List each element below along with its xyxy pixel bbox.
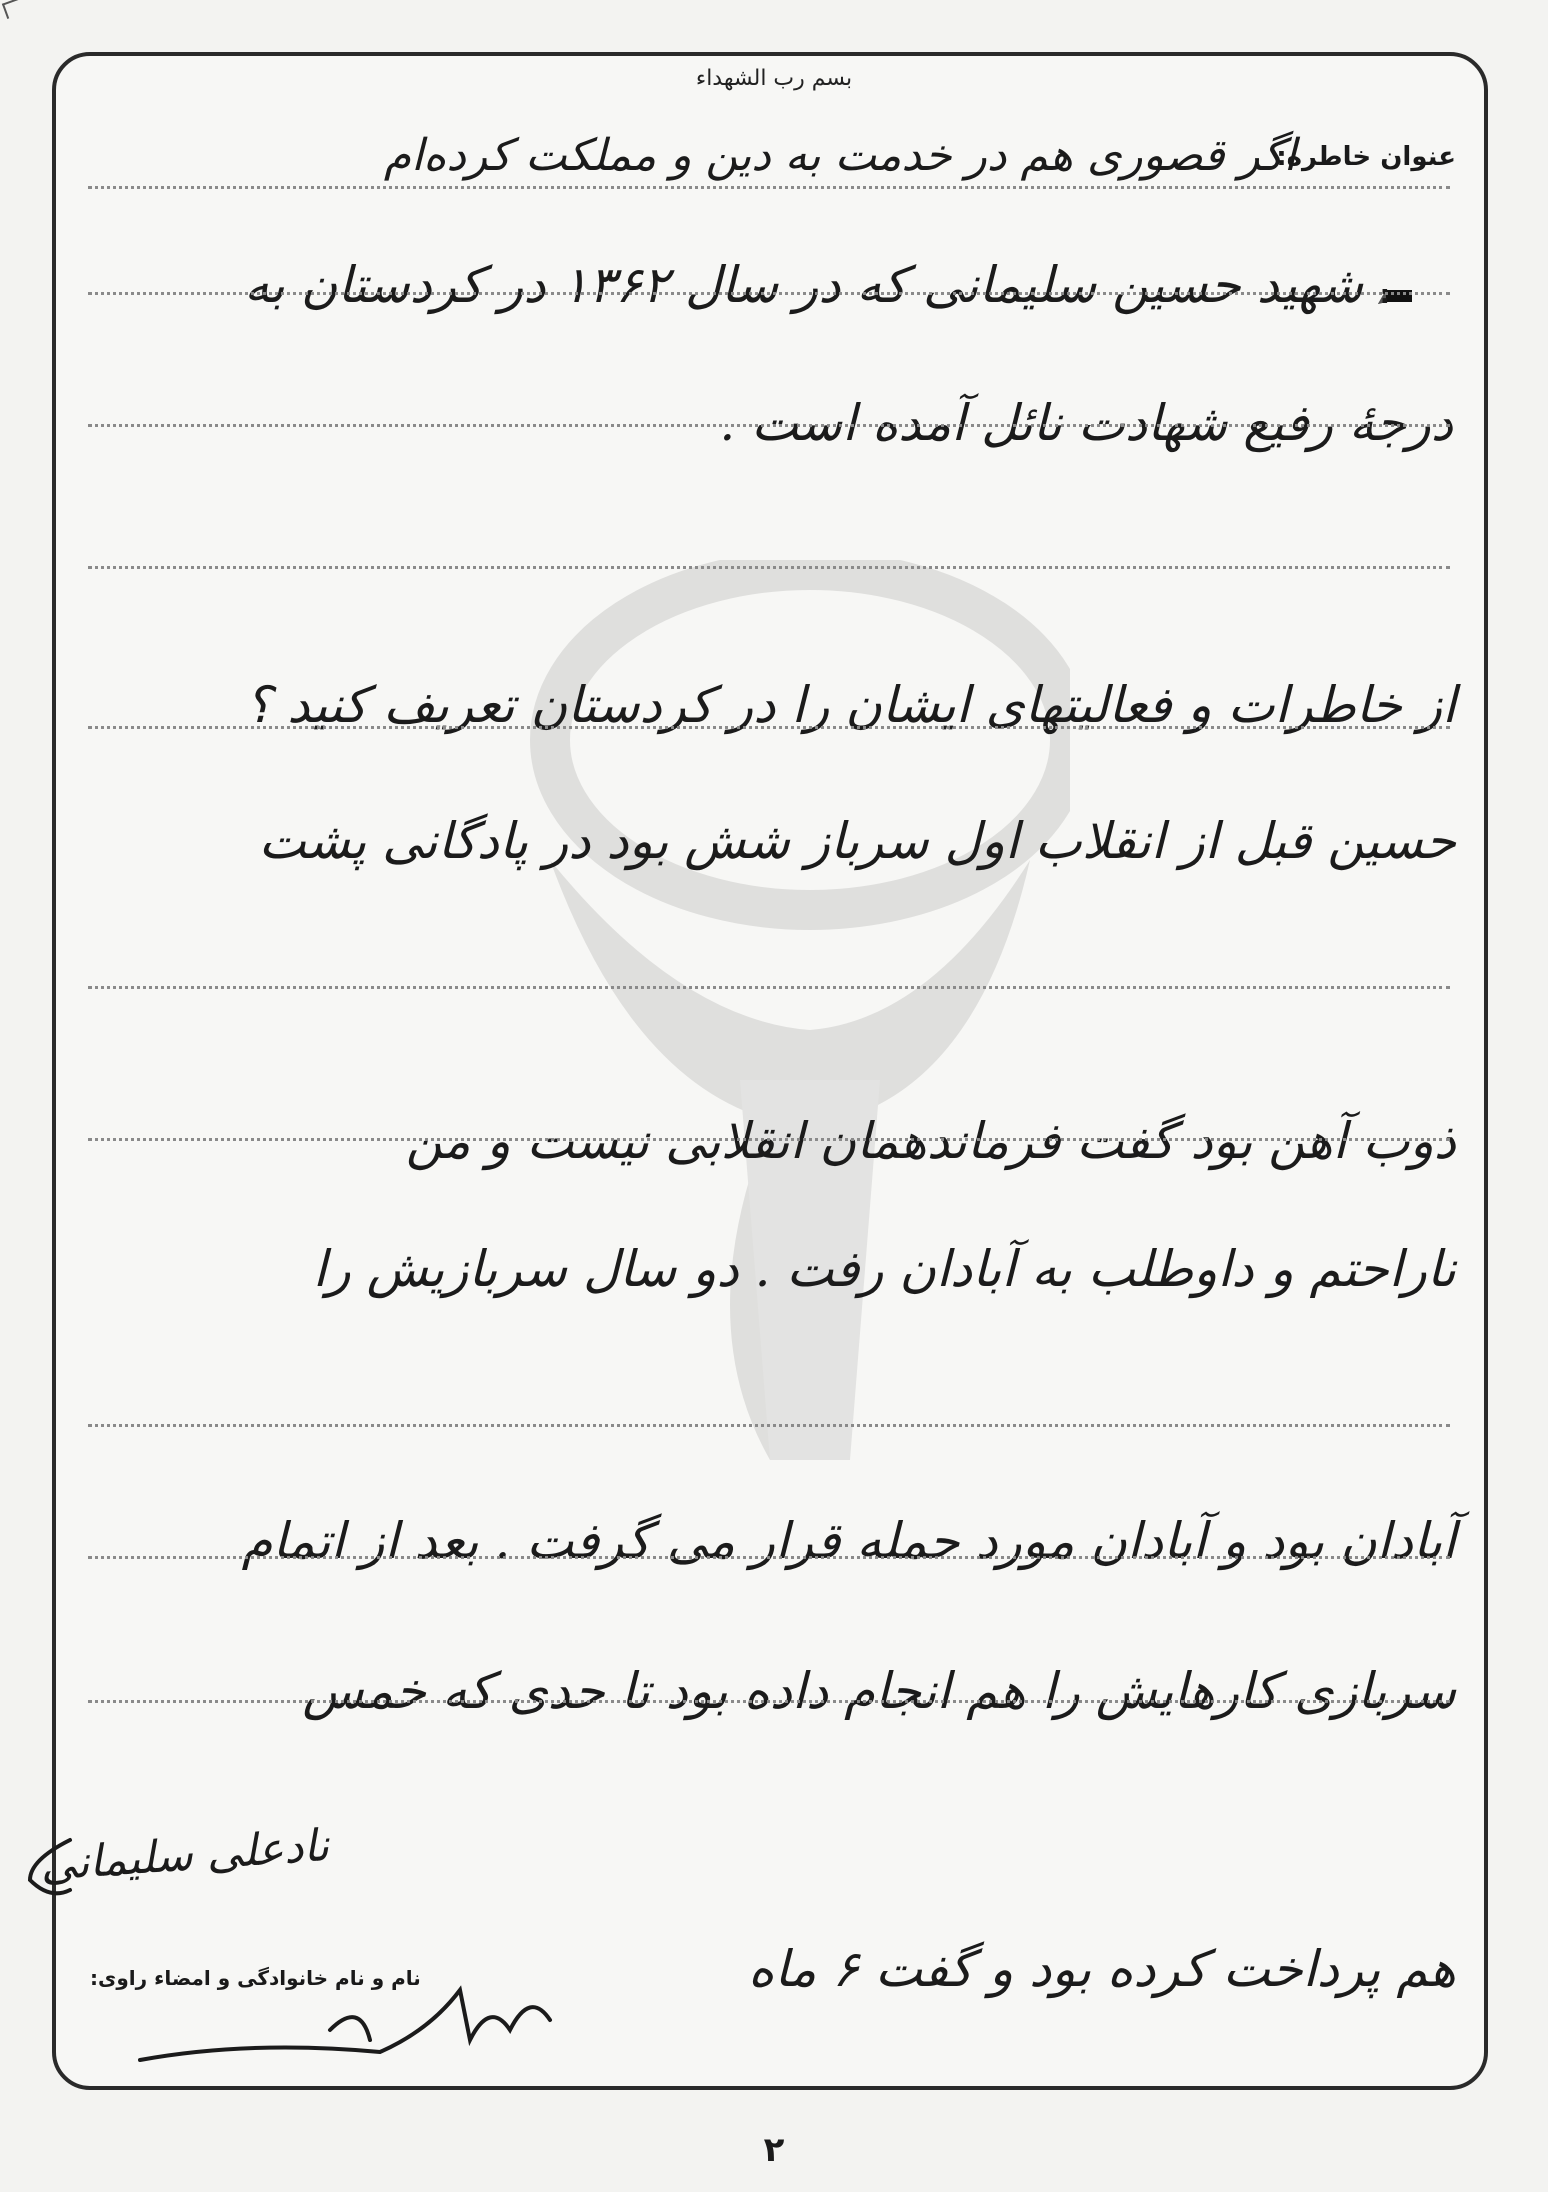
form-rule bbox=[88, 186, 1450, 189]
text-line: آبادان بود و آبادان مورد حمله قرار می گرفت . بعد از اتمام bbox=[241, 1512, 1456, 1570]
text-line: حسین قبل از انقلاب اول سرباز شش بود در پادگانی پشت bbox=[258, 812, 1456, 870]
text-line: سربازی کارهایش را هم انجام داده بود تا حدی که خمس bbox=[302, 1662, 1456, 1720]
question-line: از خاطرات و فعالیتهای ایشان را در کردستان تعریف کنید ؟ bbox=[244, 676, 1456, 734]
text-line: ذوب آهن بود گفت فرماندهمان انقلابی نیست و من bbox=[405, 1112, 1456, 1170]
text-line: هم پرداخت کرده بود و گفت ۶ ماه bbox=[748, 1940, 1456, 1998]
signature-scribble bbox=[130, 1970, 590, 2070]
form-rule bbox=[88, 726, 1450, 729]
form-rule bbox=[88, 1424, 1450, 1427]
form-rule bbox=[88, 566, 1450, 569]
form-rule bbox=[88, 292, 1450, 295]
form-rule bbox=[88, 1138, 1450, 1141]
form-rule bbox=[88, 1556, 1450, 1559]
form-rule bbox=[88, 424, 1450, 427]
scan-corner-mark bbox=[2, 0, 26, 19]
memory-title-label: عنوان خاطره: bbox=[1276, 142, 1456, 172]
answer-colon: : bbox=[1379, 280, 1390, 310]
text-line: ناراحتم و داوطلب به آبادان رفت . دو سال سربازیش را bbox=[312, 1240, 1456, 1298]
text-line: درجهٔ رفیع شهادت نائل آمده است . bbox=[719, 394, 1453, 452]
signature-label: نام و نام خانوادگی و امضاء راوی: bbox=[90, 1966, 421, 1990]
form-rule bbox=[88, 1700, 1450, 1703]
basmala-header: بسم رب الشهداء bbox=[695, 66, 853, 91]
form-rule bbox=[88, 986, 1450, 989]
narrator-name: نادعلی سلیمانی bbox=[38, 1819, 331, 1892]
signature-hook bbox=[10, 1830, 90, 1920]
text-line: شهید حسین سلیمانی که در سال ۱۳۶۲ در کردستان به bbox=[244, 256, 1363, 314]
memory-title-value: اگر قصوری هم در خدمت به دین و مملکت کرده‌ام bbox=[383, 130, 1296, 181]
page-number: ۲ bbox=[763, 2130, 785, 2170]
narrator-signature-area bbox=[0, 1790, 1548, 2090]
